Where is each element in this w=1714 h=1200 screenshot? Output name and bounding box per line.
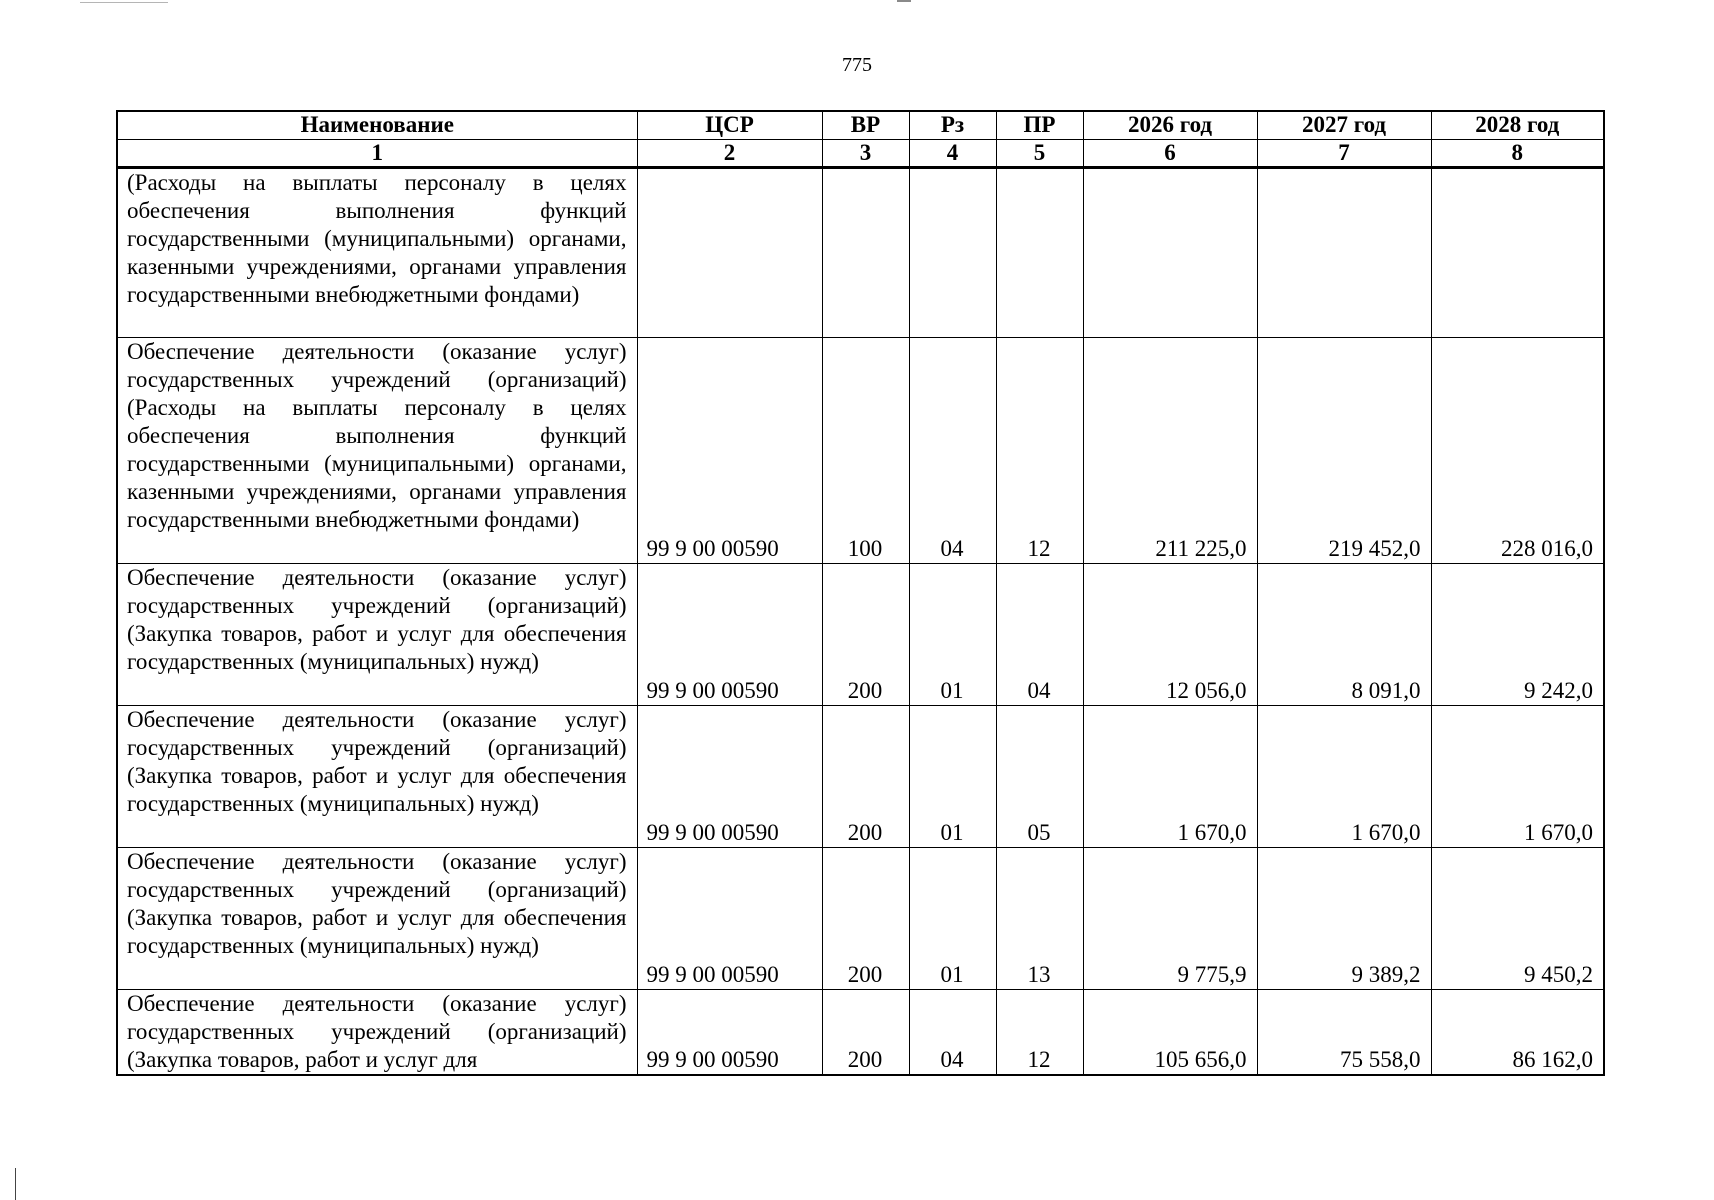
scan-edge-mark xyxy=(897,0,911,2)
row-2027: 8 091,0 xyxy=(1257,563,1431,705)
row-2026: 9 775,9 xyxy=(1083,847,1257,989)
row-csr xyxy=(637,167,822,337)
header-row xyxy=(117,111,1604,139)
column-number: 2 xyxy=(637,139,822,167)
budget-table xyxy=(116,110,1605,1076)
row-2027: 9 389,2 xyxy=(1257,847,1431,989)
table-row xyxy=(117,563,1604,705)
row-csr: 99 9 00 00590 xyxy=(637,563,822,705)
header-pr: ПР xyxy=(996,111,1083,139)
column-number: 3 xyxy=(822,139,909,167)
scan-edge-mark xyxy=(80,2,168,3)
row-2026: 105 656,0 xyxy=(1083,989,1257,1075)
row-vr xyxy=(822,167,909,337)
column-number-row xyxy=(117,139,1604,167)
row-2028: 9 242,0 xyxy=(1431,563,1604,705)
row-rz: 04 xyxy=(909,989,996,1075)
column-number: 6 xyxy=(1083,139,1257,167)
row-pr: 04 xyxy=(996,563,1083,705)
table-row xyxy=(117,167,1604,337)
row-2026: 12 056,0 xyxy=(1083,563,1257,705)
row-rz: 01 xyxy=(909,705,996,847)
table-row xyxy=(117,705,1604,847)
row-vr: 200 xyxy=(822,705,909,847)
row-csr: 99 9 00 00590 xyxy=(637,989,822,1075)
column-number: 4 xyxy=(909,139,996,167)
row-2027: 75 558,0 xyxy=(1257,989,1431,1075)
column-number: 1 xyxy=(117,139,637,167)
row-name: Обеспечение деятельности (оказание услуг) государственных учреждений (организаций) (Закупка товаров, работ и услуг для обеспечения государственных (муниципальных) нужд) xyxy=(117,563,637,705)
row-csr: 99 9 00 00590 xyxy=(637,705,822,847)
column-number: 5 xyxy=(996,139,1083,167)
header-2026: 2026 год xyxy=(1083,111,1257,139)
row-pr xyxy=(996,167,1083,337)
row-2027: 1 670,0 xyxy=(1257,705,1431,847)
row-pr: 12 xyxy=(996,989,1083,1075)
row-rz: 01 xyxy=(909,563,996,705)
row-rz: 01 xyxy=(909,847,996,989)
row-rz: 04 xyxy=(909,337,996,563)
row-pr: 13 xyxy=(996,847,1083,989)
row-2028: 9 450,2 xyxy=(1431,847,1604,989)
header-2028: 2028 год xyxy=(1431,111,1604,139)
row-name: (Расходы на выплаты персоналу в целях обеспечения выполнения функций государственными (муниципальными) органами, казенными учреждениями, органами управления государственными внебюджетными фондами) xyxy=(117,167,637,337)
row-2027 xyxy=(1257,167,1431,337)
scan-edge-mark xyxy=(15,1168,16,1200)
row-name: Обеспечение деятельности (оказание услуг) государственных учреждений (организаций) (Расходы на выплаты персоналу в целях обеспечения выполнения функций государственными (муниципальными) органами, казенными учреждениями, органами управления государственными внебюджетными фондами) xyxy=(117,337,637,563)
row-vr: 200 xyxy=(822,563,909,705)
header-rz: Рз xyxy=(909,111,996,139)
row-csr: 99 9 00 00590 xyxy=(637,847,822,989)
row-pr: 05 xyxy=(996,705,1083,847)
page-number: 775 xyxy=(842,54,872,76)
row-vr: 100 xyxy=(822,337,909,563)
row-name: Обеспечение деятельности (оказание услуг) государственных учреждений (организаций) (Закупка товаров, работ и услуг для обеспечения государственных (муниципальных) нужд) xyxy=(117,705,637,847)
table-row xyxy=(117,989,1604,1075)
row-2028: 228 016,0 xyxy=(1431,337,1604,563)
row-2028: 86 162,0 xyxy=(1431,989,1604,1075)
column-number: 7 xyxy=(1257,139,1431,167)
row-name: Обеспечение деятельности (оказание услуг) государственных учреждений (организаций) (Закупка товаров, работ и услуг для xyxy=(117,989,637,1075)
row-2026 xyxy=(1083,167,1257,337)
row-name: Обеспечение деятельности (оказание услуг) государственных учреждений (организаций) (Закупка товаров, работ и услуг для обеспечения государственных (муниципальных) нужд) xyxy=(117,847,637,989)
column-number: 8 xyxy=(1431,139,1604,167)
row-vr: 200 xyxy=(822,989,909,1075)
table-row xyxy=(117,847,1604,989)
table-row xyxy=(117,337,1604,563)
header-csr: ЦСР xyxy=(637,111,822,139)
row-csr: 99 9 00 00590 xyxy=(637,337,822,563)
header-name: Наименование xyxy=(117,111,637,139)
row-2027: 219 452,0 xyxy=(1257,337,1431,563)
row-2026: 211 225,0 xyxy=(1083,337,1257,563)
row-pr: 12 xyxy=(996,337,1083,563)
row-2028: 1 670,0 xyxy=(1431,705,1604,847)
header-2027: 2027 год xyxy=(1257,111,1431,139)
row-vr: 200 xyxy=(822,847,909,989)
row-2028 xyxy=(1431,167,1604,337)
row-2026: 1 670,0 xyxy=(1083,705,1257,847)
header-vr: ВР xyxy=(822,111,909,139)
row-rz xyxy=(909,167,996,337)
